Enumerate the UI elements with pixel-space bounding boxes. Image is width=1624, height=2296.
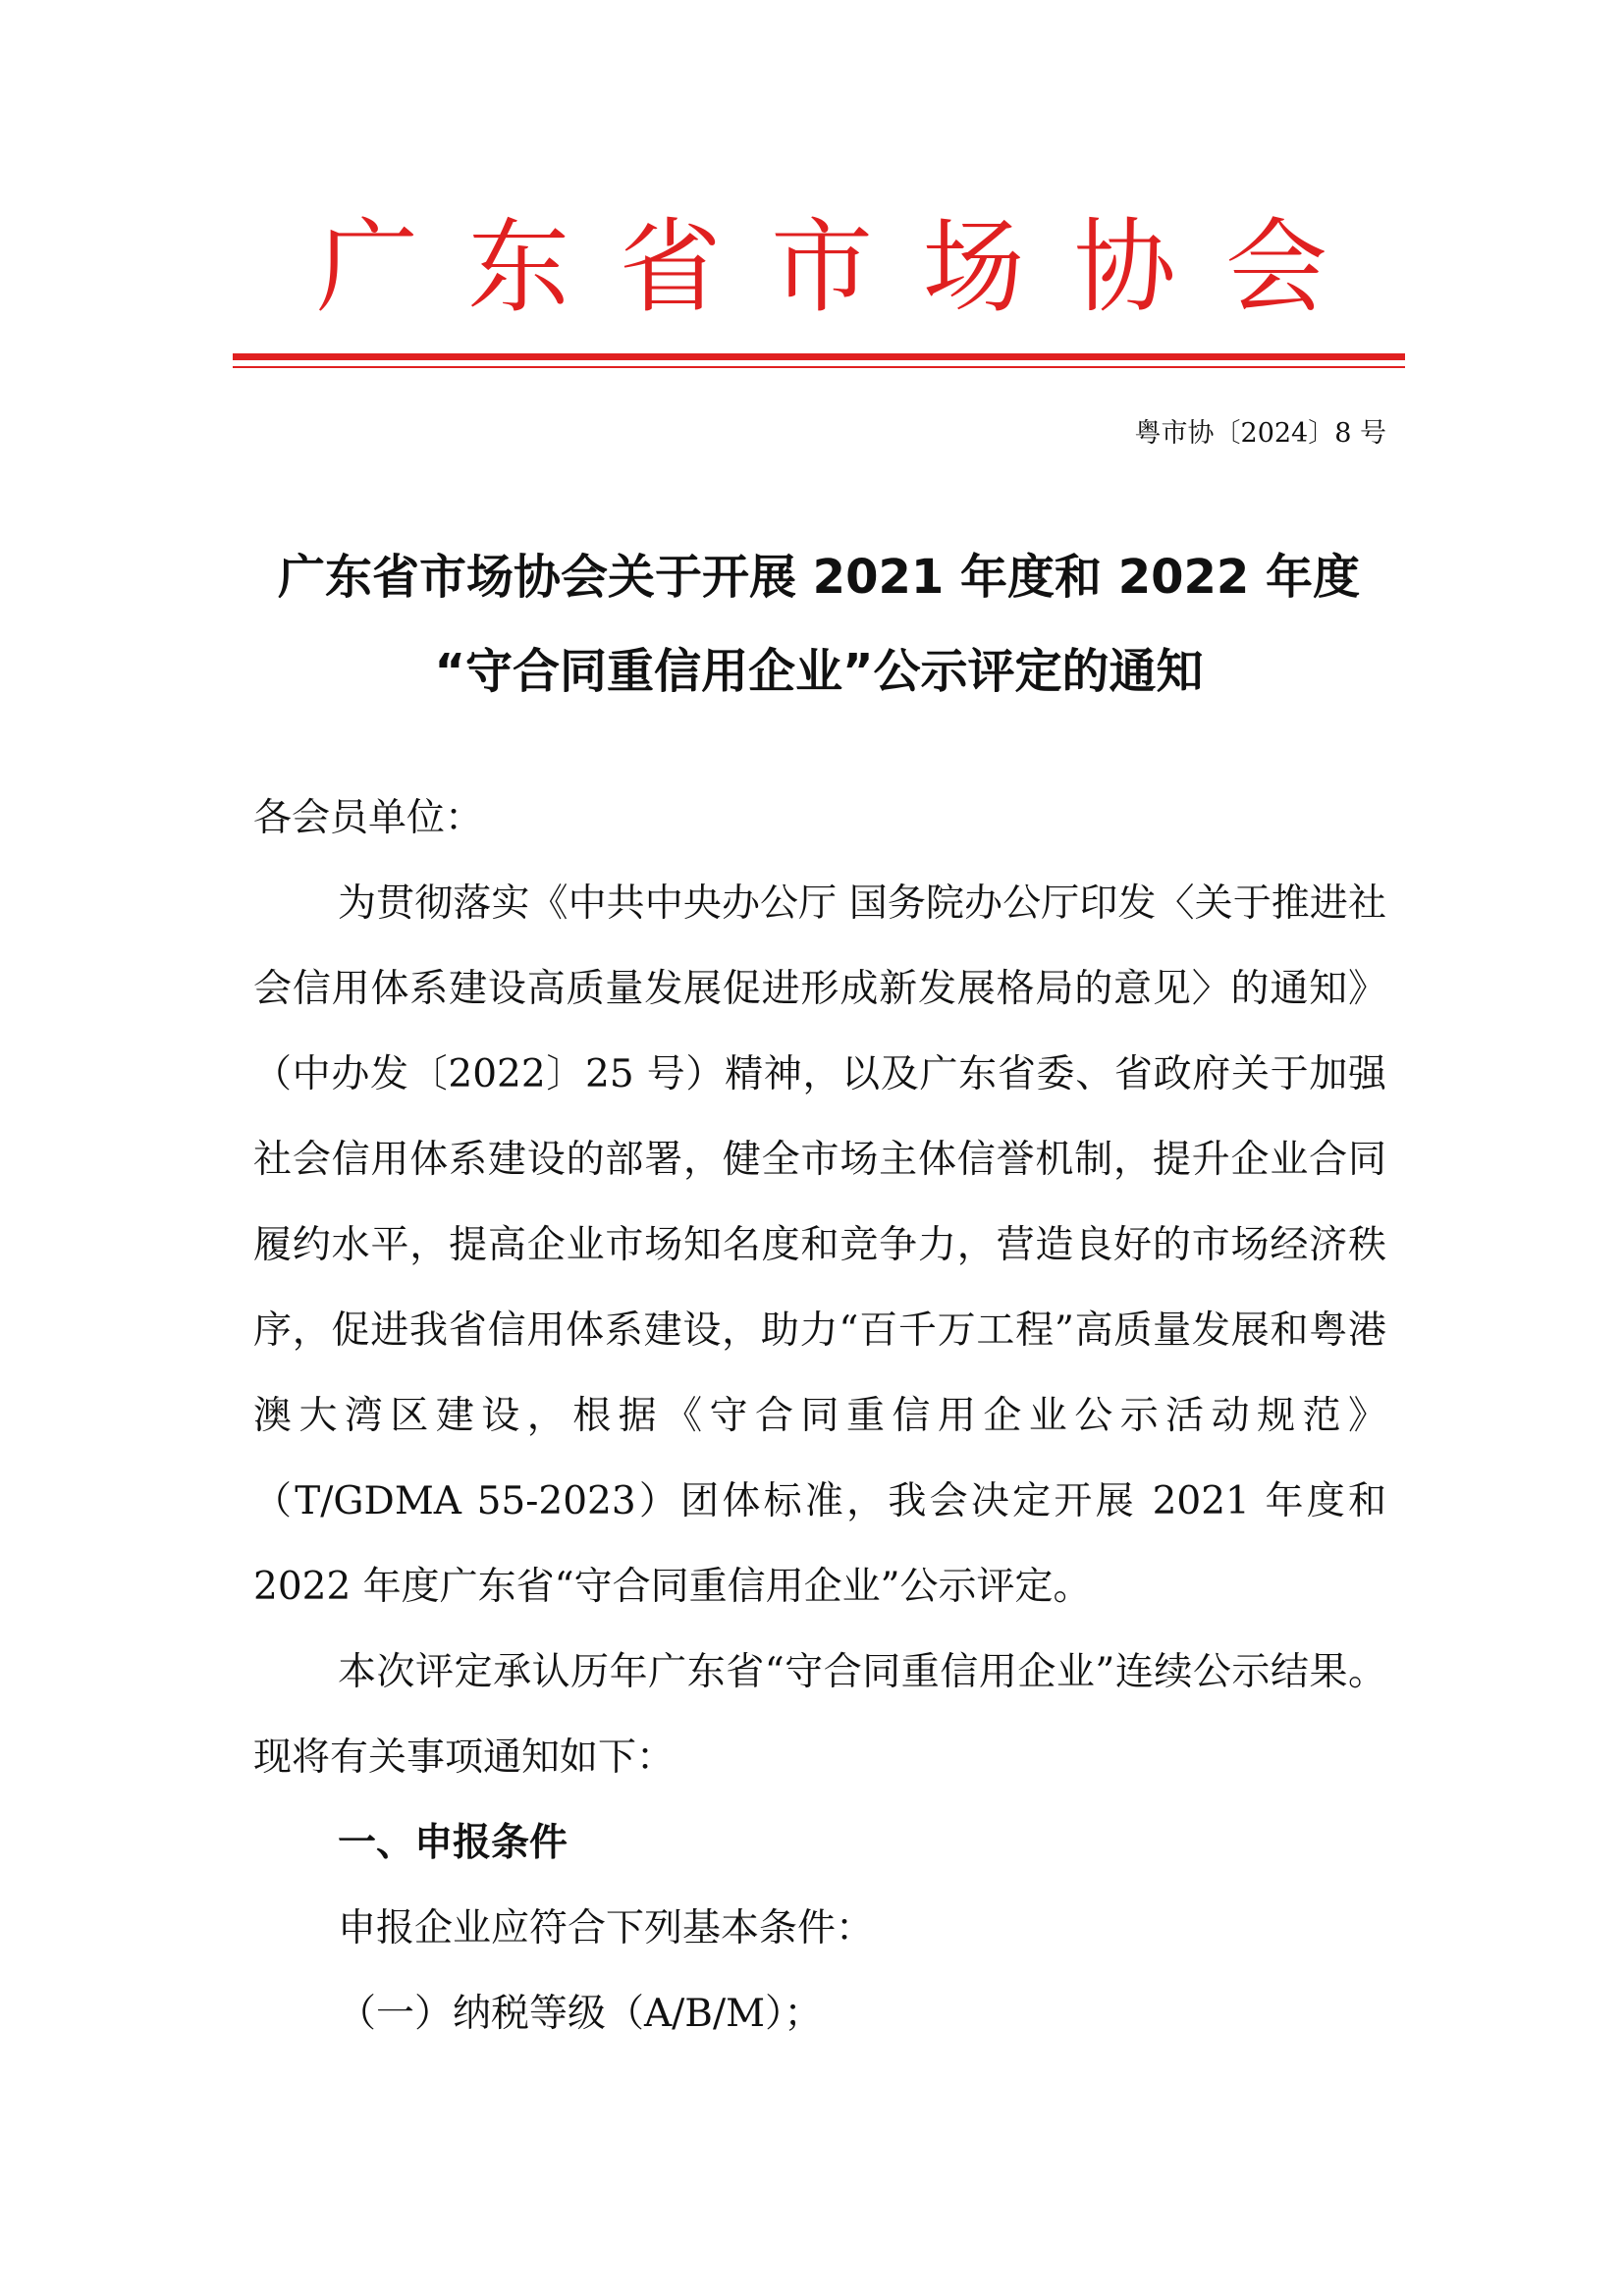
title-line-1: 广东省市场协会关于开展 2021 年度和 2022 年度 [277, 550, 1361, 605]
red-divider-thick [233, 353, 1405, 360]
paragraph: 本次评定承认历年广东省“守合同重信用企业”连续公示结果。现将有关事项通知如下： [253, 1650, 1386, 1780]
masthead-char: 协 [1073, 207, 1176, 327]
masthead-char: 场 [922, 207, 1025, 327]
masthead-title [316, 208, 1327, 326]
list-item: （一）纳税等级（A/B/M）； [338, 1992, 823, 2036]
masthead-char: 广 [316, 207, 419, 327]
red-divider-thin [233, 366, 1405, 368]
masthead-char: 会 [1224, 207, 1327, 327]
masthead-char: 市 [770, 207, 873, 327]
masthead-char: 东 [467, 207, 570, 327]
document-number: 粤市协〔2024〕8 号 [1134, 418, 1386, 449]
section-heading: 一、申报条件 [338, 1821, 568, 1865]
paragraph: 为贯彻落实《中共中央办公厅 国务院办公厅印发〈关于推进社会信用体系建设高质量发展促进形成新发展格局的意见〉的通知》（中办发〔2022〕25 号）精神，以及广东省委、省政府关于加强社会信用体系建设的部署，健全市场主体信誉机制，提升企业合同履约水平，提高企业市场知名度和竞争力，营造良好的市场经济秩序，促进我省信用体系建设，助力“百千万工程”高质量发展和粤港澳大湾区建设，根据《守合同重信用企业公示活动规范》（T/GDMA 55-2023）团体标准，我会决定开展 2021 年度和 2022 年度广东省“守合同重信用企业”公示评定。 [253, 881, 1386, 1609]
masthead-char: 省 [619, 207, 722, 327]
section-intro: 申报企业应符合下列基本条件： [338, 1906, 875, 1950]
title-line-2: “守合同重信用企业”公示评定的通知 [434, 644, 1204, 699]
document-title [233, 530, 1405, 719]
document-body [253, 775, 1386, 2056]
salutation: 各会员单位： [253, 796, 484, 840]
